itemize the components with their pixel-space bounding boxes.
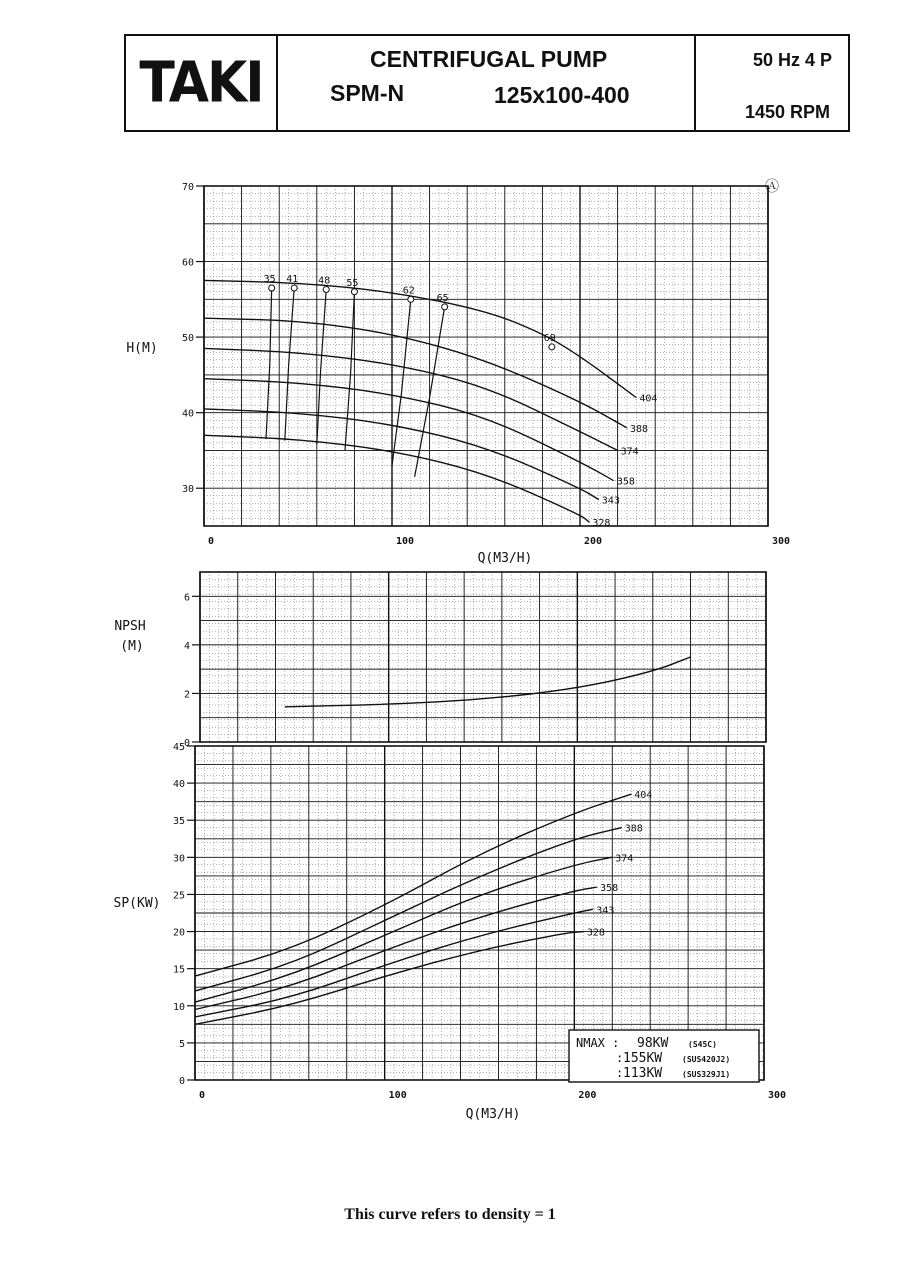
x-tick-label: 100 [396, 536, 415, 547]
series-line-388 [195, 828, 622, 991]
power-axis-label: SP(KW) [113, 896, 161, 911]
efficiency-label-65: 65 [436, 292, 449, 304]
pump-model: 125x100-400 [494, 82, 630, 108]
y-tick-label: 6 [183, 592, 190, 604]
x-tick-label: 300 [772, 536, 791, 547]
npsh-axis-unit: (M) [120, 639, 144, 654]
efficiency-label-41: 41 [286, 274, 299, 285]
nmax-line2-material: (SUS420J2) [682, 1055, 731, 1064]
series-label-374: 374 [615, 853, 634, 865]
x-tick-label: 200 [578, 1090, 597, 1101]
chart-panel-0 [196, 186, 768, 526]
chart-marker: Ⓐ [765, 179, 779, 195]
x-tick-label: 100 [388, 1090, 407, 1101]
efficiency-marker-55 [351, 289, 357, 295]
series-label-404: 404 [639, 393, 658, 405]
y-tick-label: 5 [178, 1038, 185, 1050]
y-tick-label: 25 [172, 890, 185, 902]
power-x-axis-label: Q(M3/H) [465, 1107, 521, 1122]
nmax-line1-material: (S45C) [688, 1040, 717, 1049]
series-line-NPSH [285, 657, 691, 707]
y-tick-label: 45 [172, 742, 185, 753]
series-label-358: 358 [616, 476, 635, 488]
y-tick-label: 30 [172, 853, 185, 865]
efficiency-marker-41 [291, 285, 297, 291]
series-line-343 [195, 909, 593, 1017]
y-tick-label: 2 [183, 689, 190, 701]
series-label-358: 358 [600, 883, 619, 895]
efficiency-line-48 [317, 290, 326, 445]
efficiency-marker-62 [408, 296, 414, 302]
y-tick-label: 35 [172, 816, 185, 828]
nmax-line2-prefix: : [616, 1051, 624, 1065]
series-label-328: 328 [586, 927, 605, 939]
speed-label: 1450 RPM [744, 102, 830, 122]
y-tick-label: 40 [181, 408, 194, 420]
efficiency-line-41 [285, 288, 294, 441]
npsh-axis-label: NPSH [114, 619, 146, 634]
series-label-343: 343 [601, 495, 620, 507]
efficiency-line-35 [266, 288, 272, 439]
y-tick-label: 15 [172, 964, 185, 976]
efficiency-label-55: 55 [346, 277, 359, 289]
efficiency-label-62: 62 [402, 285, 415, 297]
y-tick-label: 50 [181, 333, 194, 345]
nmax-line3-value: 113KW [623, 1066, 663, 1081]
efficiency-label-69: 69 [543, 332, 556, 344]
efficiency-label-48: 48 [318, 275, 331, 287]
efficiency-marker-35 [269, 285, 275, 291]
y-tick-label: 0 [183, 738, 190, 749]
series-label-404: 404 [634, 790, 653, 802]
y-tick-label: 40 [172, 779, 185, 791]
x-tick-label: 0 [208, 536, 215, 547]
head-axis-label: H(M) [126, 341, 158, 356]
efficiency-marker-48 [323, 287, 329, 293]
series-label-374: 374 [620, 446, 639, 458]
y-tick-label: 60 [181, 257, 194, 269]
series-line-328 [204, 435, 589, 522]
series-label-343: 343 [596, 905, 615, 917]
nmax-line3-material: (SUS329J1) [682, 1070, 731, 1079]
frequency-label: 50 Hz 4 P [752, 50, 832, 70]
series-line-328 [195, 932, 584, 1025]
nmax-line2-value: 155KW [623, 1051, 663, 1066]
x-tick-label: 200 [584, 536, 603, 547]
y-tick-label: 20 [172, 927, 185, 939]
efficiency-marker-69 [549, 344, 555, 350]
efficiency-label-35: 35 [263, 274, 276, 285]
efficiency-line-55 [345, 292, 354, 451]
pump-title: CENTRIFUGAL PUMP [370, 46, 608, 72]
nmax-line1-prefix: NMAX : [576, 1036, 620, 1050]
y-tick-label: 0 [178, 1076, 185, 1087]
efficiency-marker-65 [442, 304, 448, 310]
y-tick-label: 10 [172, 1001, 185, 1013]
x-tick-label: 0 [199, 1090, 206, 1101]
y-tick-label: 30 [181, 484, 194, 496]
series-label-328: 328 [592, 518, 611, 530]
brand-text: TAKI [139, 50, 263, 116]
series-label-388: 388 [624, 823, 643, 835]
series-label-388: 388 [630, 423, 649, 435]
pump-series: SPM-N [330, 80, 405, 106]
density-note: This curve refers to density = 1 [344, 1206, 556, 1223]
nmax-line3-prefix: : [616, 1066, 624, 1080]
chart-panel-1 [192, 572, 766, 742]
x-tick-label: 300 [768, 1090, 787, 1101]
nmax-line1-value: 98KW [637, 1036, 669, 1051]
y-tick-label: 70 [181, 182, 194, 193]
y-tick-label: 4 [183, 640, 190, 652]
head-x-axis-label: Q(M3/H) [477, 551, 533, 566]
